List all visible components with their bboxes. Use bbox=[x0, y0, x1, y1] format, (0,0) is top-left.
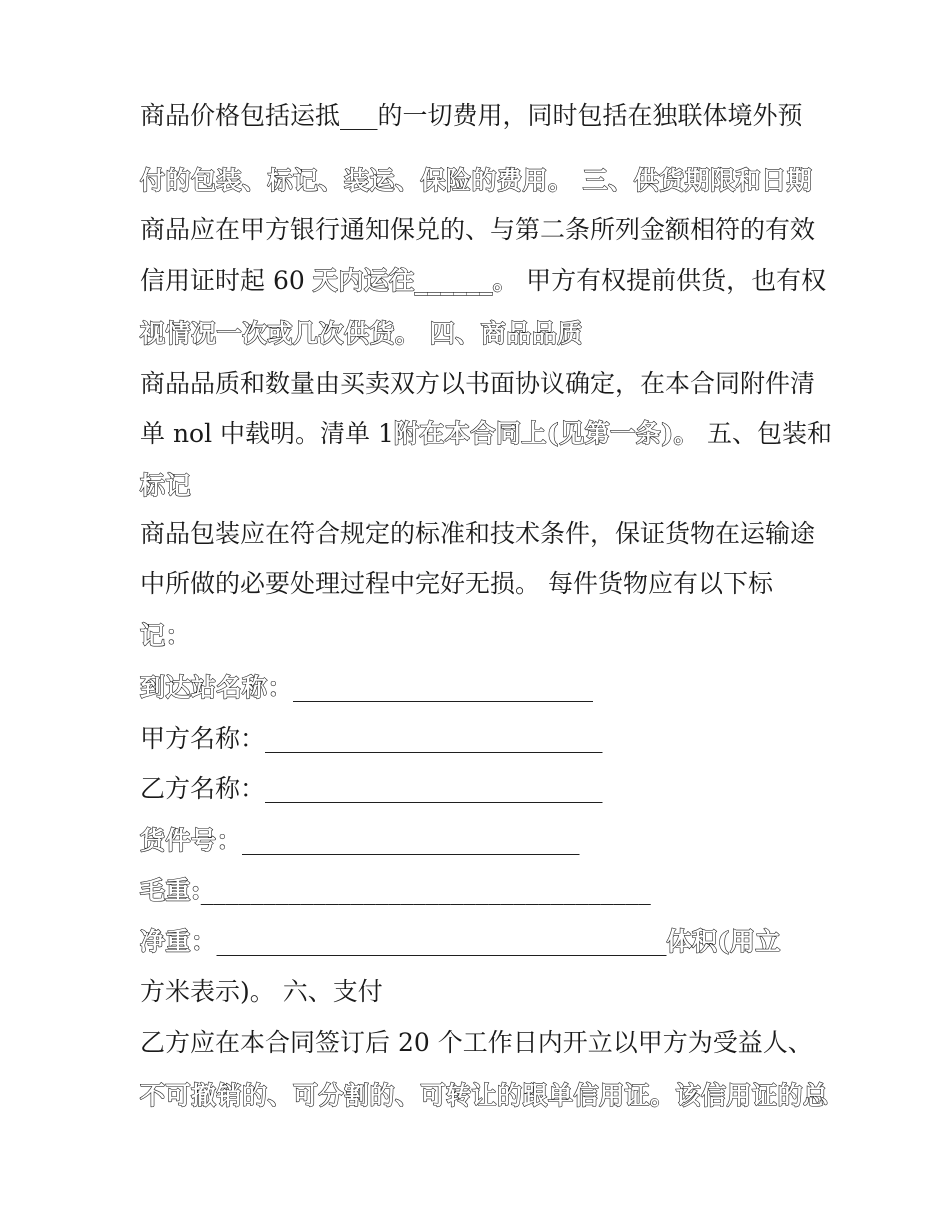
text-line: 商品包装应在符合规定的标准和技术条件，保证货物在运输途 bbox=[140, 519, 816, 548]
text-line: 信用证时起 60 天内运往______。 甲方有权提前供货，也有权 bbox=[140, 266, 827, 295]
text-line: 中所做的必要处理过程中完好无损。 每件货物应有以下标 bbox=[140, 569, 773, 598]
text-line: 商品品质和数量由买卖双方以书面协议确定，在本合同附件清 bbox=[140, 369, 816, 398]
text-line: 净重：____________________________________体积(用立 bbox=[140, 927, 781, 956]
text-line: 商品价格包括运抵___的一切费用，同时包括在独联体境外预 bbox=[140, 101, 803, 130]
text-line: 标记 bbox=[140, 471, 192, 500]
text-line: 商品应在甲方银行通知保兑的、与第二条所列金额相符的有效 bbox=[140, 215, 816, 244]
text-line: 乙方应在本合同签订后 20 个工作日内开立以甲方为受益人、 bbox=[140, 1028, 813, 1057]
text-line: 毛重:____________________________________ bbox=[140, 876, 651, 905]
text-line: 甲方名称：___________________________ bbox=[140, 724, 603, 753]
text-line: 记： bbox=[140, 621, 192, 650]
text-line: 单 nol 中载明。清单 1附在本合同上(见第一条)。 五、包装和 bbox=[140, 419, 833, 448]
text-line: 不可撤销的、可分割的、可转让的跟单信用证。该信用证的总 bbox=[140, 1081, 829, 1110]
text-line: 付的包装、标记、装运、保险的费用。 三、供货期限和日期 bbox=[140, 166, 813, 195]
text-line: 到达站名称：________________________ bbox=[140, 673, 594, 702]
text-line: 乙方名称：___________________________ bbox=[140, 774, 603, 803]
text-line: 方米表示)。 六、支付 bbox=[140, 977, 383, 1006]
text-line: 视情况一次或几次供货。 四、商品品质 bbox=[140, 319, 583, 348]
text-line: 货件号：___________________________ bbox=[140, 826, 580, 855]
